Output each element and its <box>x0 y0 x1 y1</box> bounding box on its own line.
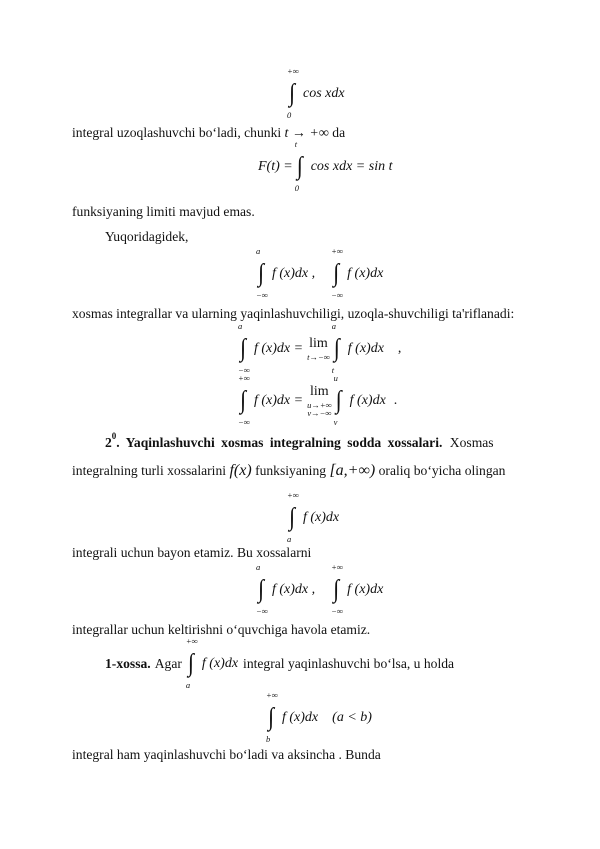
paragraph-line-3: Yuqoridagidek, <box>105 229 189 244</box>
integral-sign: a ∫ −∞ <box>238 321 250 375</box>
integral-sign: +∞ ∫ 0 <box>287 66 299 120</box>
integral-sign: +∞ ∫ a <box>287 490 299 544</box>
paragraph-line-1: integral uzoqlashuvchi bo‘ladi, chunki t → +∞ da <box>72 125 346 141</box>
integral-sign: +∞ ∫ b <box>266 690 278 744</box>
integral-sign: a ∫ −∞ <box>256 562 268 616</box>
limit: lim u→+∞ v→−∞ <box>307 383 332 418</box>
section-heading: $2^0$. Yaqinlashuvchi xosmas integralning sodda xossalari. Xosmas <box>105 431 494 450</box>
equation-1: +∞ ∫ 0 cos xdx <box>287 66 345 120</box>
paragraph-line-7: integrallar uchun keltirishni o‘quvchiga havola etamiz. <box>72 622 371 637</box>
equation-7: a ∫ −∞ f (x)dx , +∞ ∫ −∞ f (x)dx <box>256 562 384 616</box>
paragraph-line-5: integralning turli xossalarini f(x) funksiyaning [a,+∞) oraliq bo‘yicha olingan <box>72 462 506 479</box>
limit: lim t→−∞ <box>307 335 330 362</box>
equation-4: a ∫ −∞ f (x)dx = lim t→−∞ a ∫ t f (x)dx , <box>238 321 402 375</box>
paragraph-line-6: integrali uchun bayon etamiz. Bu xossalarni <box>72 545 312 560</box>
integral-sign: +∞ ∫ −∞ <box>331 246 343 300</box>
integral-sign: +∞ ∫ −∞ <box>238 373 250 427</box>
equation-2: F(t) = t ∫ 0 cos xdx = sin t <box>258 139 393 193</box>
integral-sign: u ∫ v <box>333 373 342 427</box>
equation-6: +∞ ∫ a f (x)dx <box>287 490 340 544</box>
integral-sign: +∞ ∫ a <box>185 636 198 690</box>
equation-8: +∞ ∫ b f (x)dx (a < b) <box>266 690 372 744</box>
paragraph-line-4: xosmas integrallar va ularning yaqinlashuvchiligi, uzoqla-shuvchiligi ta'riflanadi: <box>72 306 515 321</box>
integral-sign: a ∫ t <box>331 321 340 375</box>
integral-sign: t ∫ 0 <box>294 139 303 193</box>
property-1: 1-xossa. Agar +∞ ∫ a f (x)dx integral yaqinlashuvchi bo‘lsa, u holda <box>105 636 455 690</box>
integral-sign: +∞ ∫ −∞ <box>331 562 343 616</box>
equation-3: a ∫ −∞ f (x)dx , +∞ ∫ −∞ f (x)dx <box>256 246 384 300</box>
paragraph-line-2: funksiyaning limiti mavjud emas. <box>72 204 255 219</box>
equation-5: +∞ ∫ −∞ f (x)dx = lim u→+∞ v→−∞ u ∫ v f (x)dx . <box>238 373 398 427</box>
integral-sign: a ∫ −∞ <box>256 246 268 300</box>
paragraph-line-8: integral ham yaqinlashuvchi bo‘ladi va aksincha . Bunda <box>72 747 381 762</box>
